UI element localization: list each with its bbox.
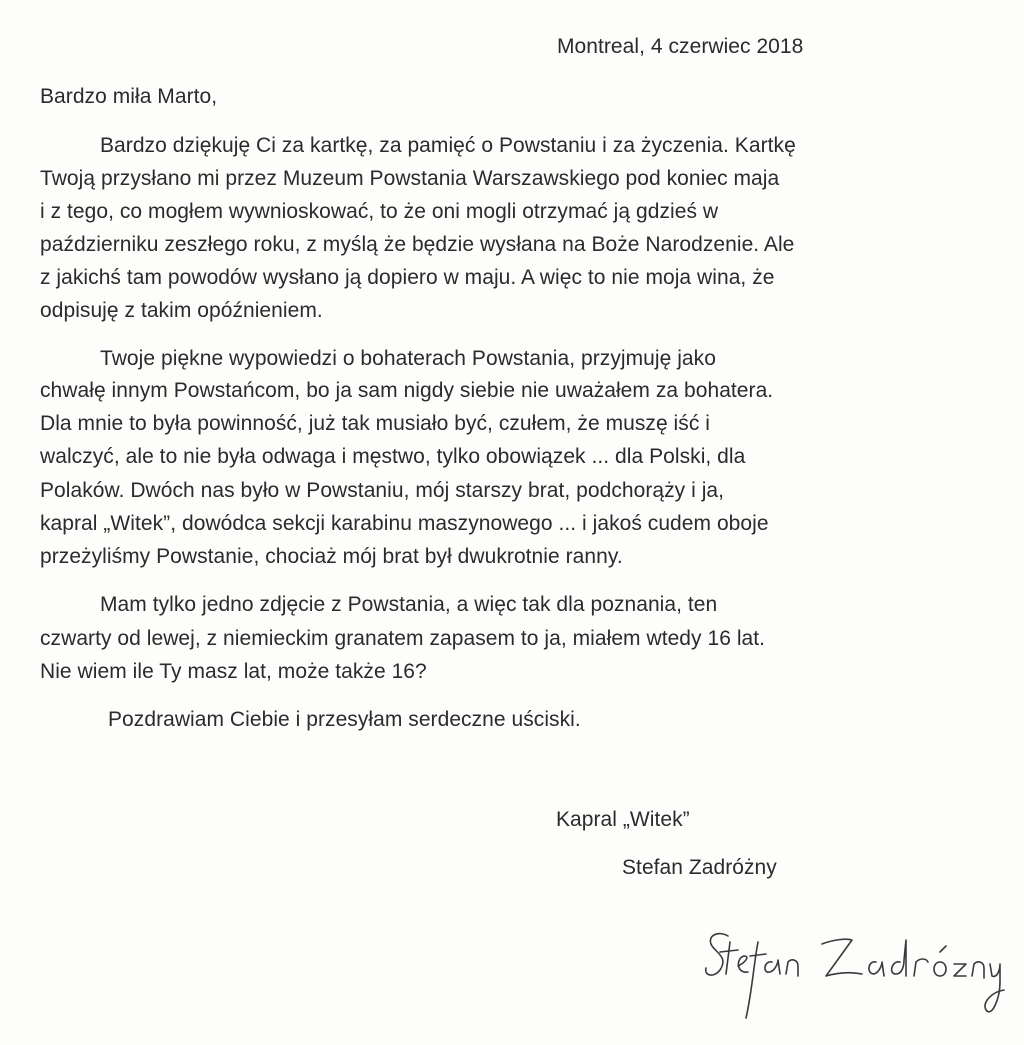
paragraph-2-line: Twoje piękne wypowiedzi o bohaterach Powstania, przyjmuję jako xyxy=(100,347,716,370)
letter-closing: Pozdrawiam Ciebie i przesyłam serdeczne uściski. xyxy=(108,708,581,731)
paragraph-3-line: czwarty od lewej, z niemieckim granatem zapasem to ja, miałem wtedy 16 lat. xyxy=(40,627,766,650)
signature-full-name: Stefan Zadróżny xyxy=(622,856,777,879)
paragraph-1-line: Bardzo dziękuję Ci za kartkę, za pamięć o Powstaniu i za życzenia. Kartkę xyxy=(100,134,796,157)
paragraph-2-line: chwałę innym Powstańcom, bo ja sam nigdy siebie nie uważałem za bohatera. xyxy=(40,379,774,402)
letter-salutation: Bardzo miła Marto, xyxy=(40,85,218,108)
paragraph-1-line: odpisuję z takim opóźnieniem. xyxy=(40,299,323,322)
paragraph-2-line: przeżyliśmy Powstanie, chociaż mój brat był dwukrotnie ranny. xyxy=(40,545,623,568)
paragraph-1-line: październiku zeszłego roku, z myślą że będzie wysłana na Boże Narodzenie. Ale xyxy=(40,233,795,256)
signature-rank-name: Kapral „Witek” xyxy=(556,808,690,831)
paragraph-1-line: z jakichś tam powodów wysłano ją dopiero w maju. A więc to nie moja wina, że xyxy=(40,266,775,289)
handwritten-signature xyxy=(700,922,1020,1032)
paragraph-3-line: Nie wiem ile Ty masz lat, może także 16? xyxy=(40,660,427,683)
letter-date: Montreal, 4 czerwiec 2018 xyxy=(557,35,804,58)
paragraph-2-line: Dla mnie to była powinność, już tak musiało być, czułem, że muszę iść i xyxy=(40,412,710,435)
paragraph-1-line: Twoją przysłano mi przez Muzeum Powstania Warszawskiego pod koniec maja xyxy=(40,167,780,190)
paragraph-3-line: Mam tylko jedno zdjęcie z Powstania, a więc tak dla poznania, ten xyxy=(100,593,718,616)
paragraph-2-line: kapral „Witek”, dowódca sekcji karabinu maszynowego ... i jakoś cudem oboje xyxy=(40,512,769,535)
paragraph-2-line: Polaków. Dwóch nas było w Powstaniu, mój starszy brat, podchorąży i ja, xyxy=(40,479,725,502)
paragraph-2-line: walczyć, ale to nie była odwaga i męstwo, tylko obowiązek ... dla Polski, dla xyxy=(40,445,746,468)
paragraph-1-line: i z tego, co mogłem wywnioskować, to że oni mogli otrzymać ją gdzieś w xyxy=(40,200,719,223)
